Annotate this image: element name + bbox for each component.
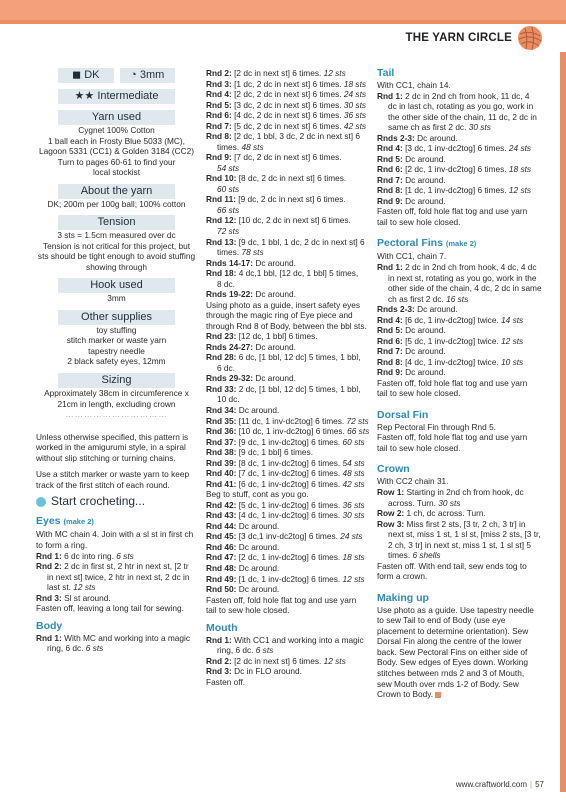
separator-dots: …………………………… (65, 409, 168, 420)
tail-rnd: Rnd 6: [2 dc, 1 inv-dc2tog] 6 times. 18 sts (377, 164, 532, 175)
star-icon: ★★ (74, 90, 95, 102)
hook-icon: ◔ (130, 69, 140, 81)
level-pill: ★★ Intermediate (58, 89, 175, 104)
body-rnd-1: Rnd 1: With MC and working into a magic (36, 632, 191, 643)
making-up-heading: Making up (377, 591, 429, 604)
body-rnd: Rnd 5: [3 dc, 2 dc in next st] 6 times. 30 sts (206, 99, 367, 110)
eyes-rnd-2: Rnd 2: 2 dc in first st, 2 htr in next st, [2 tr (36, 561, 189, 572)
body-rnd: Rnd 39: [8 dc, 1 inv-dc2tog] 6 times. 54 sts (206, 457, 365, 468)
tail-heading: Tail (377, 67, 395, 79)
body-rnd: Rnd 11: [9 dc, 2 dc in next st] 6 times. (206, 194, 346, 205)
body-rnd: Rnd 3: [1 dc, 2 dc in next st] 6 times. 18 sts (206, 78, 367, 89)
pectoral-rnd: Rnd 5: Dc around. (377, 325, 446, 336)
mouth-rnd: Rnd 2: [2 dc in next st] 6 times. 12 sts (206, 655, 346, 666)
pectoral-rnd: Rnd 6: [5 dc, 1 inv-dc2tog] twice. 12 sts (377, 335, 524, 346)
body-rnd: Rnd 9: [7 dc, 2 dc in next st] 6 times. (206, 152, 342, 163)
eyes-rnd-1: Rnd 1: 6 dc into ring. 6 sts (36, 550, 134, 561)
pectoral-rnd: Rnd 9: Dc around. (377, 367, 446, 378)
body-rnd: Rnds 14-17: Dc around. (206, 257, 296, 268)
footer-separator: | (530, 779, 533, 789)
column-1: ◼ DK ◔ 3mm ★★ Intermediate Yarn used Cygnet 100% Cotton 1 ball each in Frosty Blue 5033 (MC), Lagoon 5331 (CC1) & Golden 3184 (CC2) Turn to pages 60-61 to find your local stockist About the yarn DK; 200m per 100g ball; 100% cotton Tension 3 sts = 1.5cm measured over dc Tension is not critical for this project, but sts should be tight enough to avoid stuffing showing through Hook used 3mm Other supplies toy stuffing stitch marker or waste yarn tapestry needle 2 black safety eyes, 12mm Sizing Approximately 38cm in circumference x 21cm in length, excluding crown …………………………… Unless otherwise specified, this pattern is worked in the amigurumi style, in a spiral without slip stitching or turning chains. Use a stitch marker or waste yarn to keep track of the first stitch of each round. Start crocheting... Eyes (make 2) With MC chain 4. Join with a sl st in first ch to form a ring. Rnd 1: 6 dc into ring. 6 sts Rnd 2: 2 dc in first st, 2 htr in next st, [2 tr in next st] twice, 2 htr in next st, 2 dc in last st. 12 sts Rnd 3: Sl st around. Fasten off, leaving a long tail for sewing. Body Rnd 1: With MC and working into a magic ring, 6 dc. 6 sts (36, 69, 196, 654)
hook-size-pill: ◔ 3mm (120, 68, 176, 83)
body-rnd: Rnd 50: Dc around. (206, 584, 280, 595)
tail-rnd: Rnd 7: Dc around. (377, 174, 446, 185)
pectoral-fins-heading: Pectoral Fins (make 2) (377, 237, 477, 250)
body-rnd: Rnd 41: [6 dc, 1 inv-dc2tog] 6 times. 42 sts (206, 478, 365, 489)
end-mark-icon (435, 692, 441, 698)
body-rnd: Rnd 28: 6 dc, [1 bbl, 12 dc] 5 times, 1 bbl, (206, 352, 361, 363)
tail-rnd: Rnds 2-3: Dc around. (377, 132, 458, 143)
pectoral-rnd: Rnd 8: [4 dc, 1 inv-dc2tog] twice. 10 sts (377, 356, 524, 367)
crown-row: Row 1: Starting in 2nd ch from hook, dc (377, 487, 524, 497)
brand-header (405, 24, 544, 52)
page-number: 57 (535, 779, 544, 789)
mouth-rnd: Rnd 1: With CC1 and working into a magic (206, 634, 364, 645)
pectoral-rnd: Rnds 2-3: Dc around. (377, 304, 458, 315)
tail-rnd: Rnd 8: [1 dc, 1 inv-dc2tog] 6 times. 12 sts (377, 185, 532, 196)
body-rnd: Rnd 37: [9 dc, 1 inv-dc2tog] 6 times. 60 sts (206, 436, 365, 447)
eyes-heading: Eyes (make 2) (36, 515, 94, 528)
mouth-rnd: Rnd 3: Dc in FLO around. (206, 666, 302, 677)
yarn-used-text: Cygnet 100% Cotton 1 ball each in Frosty Blue 5033 (MC), Lagoon 5331 (CC1) & Golden 3184 (CC2) Turn to pages 60-61 to find your local stockist (39, 125, 194, 178)
yarn-used-heading: Yarn used (58, 110, 175, 125)
brand-title: THE YARN CIRCLE (405, 31, 512, 44)
footer-site-link[interactable]: www.craftworld.com (455, 779, 528, 789)
body-rnd: Rnd 23: [12 dc, 1 bbl] 6 times. (206, 331, 318, 342)
start-crocheting-heading: Start crocheting... (36, 494, 197, 509)
other-supplies-text: toy stuffing stitch marker or waste yarn tapestry needle 2 black safety eyes, 12mm (66, 324, 167, 367)
about-yarn-heading: About the yarn (58, 184, 175, 199)
intro-paragraph-2: Use a stitch marker or waste yarn to keep track of the first stitch of each round. (36, 469, 190, 490)
body-heading: Body (36, 619, 63, 632)
sizing-heading: Sizing (58, 373, 175, 388)
spec-pill-row (58, 68, 175, 83)
tail-rnd: Rnd 1: 2 dc in 2nd ch from hook, 11 dc, 4 (377, 90, 530, 101)
tension-heading: Tension (58, 215, 175, 230)
body-rnd: Rnd 7: [5 dc, 2 dc in next st] 6 times. 42 sts (206, 120, 367, 131)
hook-used-text: 3mm (107, 293, 126, 304)
crown-row: Row 2: 1 ch, dc across. Turn. (377, 508, 486, 519)
body-rnd: Rnd 40: [7 dc, 1 inv-dc2tog] 6 times. 48 sts (206, 468, 365, 479)
body-rnd: Rnd 47: [2 dc, 1 inv-dc2tog] 6 times. 18 sts (206, 552, 365, 563)
body-rnd: Rnd 13: [9 dc, 1 bbl, 1 dc, 2 dc in next st] 6 (206, 236, 365, 247)
body-rnd: Rnds 24-27: Dc around. (206, 341, 296, 352)
dorsal-fin-heading: Dorsal Fin (377, 408, 429, 421)
pectoral-rnd: Rnd 4: [6 dc, 1 inv-dc2tog] twice. 14 sts (377, 314, 524, 325)
body-rnd: Rnd 44: Dc around. (206, 520, 280, 531)
about-yarn-text: DK; 200m per 100g ball; 100% cotton (47, 198, 186, 209)
column-2: Rnd 2: [2 dc in next st] 6 times. 12 sts Rnd 3: [1 dc, 2 dc in next st] 6 times. 18 sts Rnd 4: [2 dc, 2 dc in next st] 6 times. 24 sts Rnd 5: [3 dc, 2 dc in next st] 6 times. 30 sts Rnd 6: [4 dc, 2 dc in next st] 6 times. 36 sts Rnd 7: [5 dc, 2 dc in next st] 6 times. 42 sts Rnd 8: [2 dc, 1 bbl, 3 dc, 2 dc in next st] 6 times. 48 sts Rnd 9: [7 dc, 2 dc in next st] 6 times. 54 sts Rnd 10: [8 dc, 2 dc in next st] 6 times. 60 sts Rnd 11: [9 dc, 2 dc in next st] 6 times. 66 sts Rnd 12: [10 dc, 2 dc in next st] 6 times. 72 sts Rnd 13: [9 dc, 1 bbl, 1 dc, 2 dc in next st] 6 times. 78 sts Rnds 14-17: Dc around. Rnd 18: 4 dc,1 bbl, [12 dc, 1 bbl] 5 times, 8 dc. Rnds 19-22: Dc around. Using photo as a guide, insert safety eyes through the magic ring of Eye piece and through Rnd 8 of Body, between the bbl sts. Rnd 23: [12 dc, 1 bbl] 6 times. Rnds 24-27: Dc around. Rnd 28: 6 dc, [1 bbl, 12 dc] 5 times, 1 bbl, 6 dc. Rnds 29-32: Dc around. Rnd 33: 2 dc, [1 bbl, 12 dc] 5 times, 1 bbl, 10 dc. Rnd 34: Dc around. Rnd 35: [11 dc, 1 inv-dc2tog] 6 times. 72 sts Rnd 36: [10 dc, 1 inv-dc2tog] 6 times. 66 sts Rnd 37: [9 dc, 1 inv-dc2tog] 6 times. 60 sts Rnd 38: [9 dc, 1 bbl] 6 times. Rnd 39: [8 dc, 1 inv-dc2tog] 6 times. 54 sts Rnd 40: [7 dc, 1 inv-dc2tog] 6 times. 48 sts Rnd 41: [6 dc, 1 inv-dc2tog] 6 times. 42 sts Beg to stuff, cont as you go. Rnd 42: [5 dc, 1 inv-dc2tog] 6 times. 36 sts Rnd 43: [4 dc, 1 inv-dc2tog] 6 times. 30 sts Rnd 44: Dc around. Rnd 45: [3 dc,1 inv-dc2tog] 6 times. 24 sts Rnd 46: Dc around. Rnd 47: [2 dc, 1 inv-dc2tog] 6 times. 18 sts Rnd 48: Dc around. Rnd 49: [1 dc, 1 inv-dc2tog] 6 times. 12 sts Rnd 50: Dc around. Fasten off, fold hole flat tog and use yarn tail to sew hole closed. Mouth Rnd 1: With CC1 and working into a magic ring, 6 dc. 6 sts Rnd 2: [2 dc in next st] 6 times. 12 sts Rnd 3: Dc in FLO around. Fasten off. (206, 68, 370, 687)
body-rnd: Rnd 48: Dc around. (206, 562, 280, 573)
hook-used-heading: Hook used (58, 278, 175, 293)
body-rnd: Rnd 36: [10 dc, 1 inv-dc2tog] 6 times. 66 sts (206, 426, 370, 437)
body-rnd: Rnd 33: 2 dc, [1 bbl, 12 dc] 5 times, 1 bbl, (206, 383, 361, 394)
page-edge-accent (560, 52, 566, 792)
mouth-heading: Mouth (206, 621, 238, 634)
top-stripe-band (0, 0, 566, 24)
yarn-weight-icon: ◼ (72, 69, 85, 81)
body-rnd: Rnd 49: [1 dc, 1 inv-dc2tog] 6 times. 12 sts (206, 573, 365, 584)
body-rnd: Rnd 4: [2 dc, 2 dc in next st] 6 times. 24 sts (206, 89, 367, 100)
body-rnd: Rnds 29-32: Dc around. (206, 373, 296, 384)
body-rnd: Rnd 12: [10 dc, 2 dc in next st] 6 times. (206, 215, 351, 226)
body-rnd: Rnd 38: [9 dc, 1 bbl] 6 times. (206, 447, 313, 458)
body-rnd: Rnd 18: 4 dc,1 bbl, [12 dc, 1 bbl] 5 times, (206, 268, 359, 279)
body-rnd: Rnd 6: [4 dc, 2 dc in next st] 6 times. 36 sts (206, 110, 367, 121)
tail-rnd: Rnd 5: Dc around. (377, 153, 446, 164)
column-3: Tail With CC1, chain 14. Rnd 1: 2 dc in 2nd ch from hook, 11 dc, 4 dc in last ch, rotating as you go, work in the other side of the chain, 11 dc, 2 dc in same ch as first 2 dc. 30 sts Rnds 2-3: Dc around. Rnd 4: [3 dc, 1 inv-dc2tog] 6 times. 24 sts Rnd 5: Dc around. Rnd 6: [2 dc, 1 inv-dc2tog] 6 times. 18 sts Rnd 7: Dc around. Rnd 8: [1 dc, 1 inv-dc2tog] 6 times. 12 sts Rnd 9: Dc around. Fasten off, fold hole flat tog and use yarn tail to sew hole closed. Pectoral Fins (make 2) With CC1, chain 7. Rnd 1: 2 dc in 2nd ch from hook, 4 dc, 4 dc in next st, rotating as you go, work in the other side of the chain, 4 dc, 2 dc in same ch as first 2 dc. 16 sts Rnds 2-3: Dc around. Rnd 4: [6 dc, 1 inv-dc2tog] twice. 14 sts Rnd 5: Dc around. Rnd 6: [5 dc, 1 inv-dc2tog] twice. 12 sts Rnd 7: Dc around. Rnd 8: [4 dc, 1 inv-dc2tog] twice. 10 sts Rnd 9: Dc around. Fasten off, fold hole flat tog and use yarn tail to sew hole closed. Dorsal Fin Rep Pectoral Fin through Rnd 5. Fasten off, fold hole flat tog and use yarn tail to sew hole closed. Crown With CC2 chain 31. Row 1: Starting in 2nd ch from hook, dc across. Turn. 30 sts Row 2: 1 ch, dc across. Turn. Row 3: Miss first 2 sts, [3 tr, 2 ch, 3 tr] in next st, miss 1 st, 1 sl st, [miss 2 sts, [3 tr, 2 ch, 3 tr] in next st, miss 1 st, 1 sl st] 5 times. 6 shells Fasten off. With end tail, sew ends tog to form a crown. Making up Use photo as a guide. Use tapestry needle to sew Tail to end of Body (use eye placement to determine orientation). Sew Dorsal Fin along the centre of the lower back. Sew Pectoral Fins on either side of Body. Sew edges of Eyes down. Working stitches between rnds 2 and 3 of Mouth, sew Mouth over rnds 1-2 of Body. Sew Crown to Body. (377, 66, 545, 700)
body-rnd: Rnd 35: [11 dc, 1 inv-dc2tog] 6 times. 72 sts (206, 415, 369, 426)
pectoral-rnd: Rnd 1: 2 dc in 2nd ch from hook, 4 dc, 4 dc (377, 261, 537, 272)
body-rnd: Rnd 45: [3 dc,1 inv-dc2tog] 6 times. 24 sts (206, 531, 363, 542)
body-rnd: Rnd 2: [2 dc in next st] 6 times. 12 sts (206, 68, 346, 78)
tail-rnd: Rnd 9: Dc around. (377, 195, 446, 206)
crown-row: Row 3: Miss first 2 sts, [3 tr, 2 ch, 3 tr] in (377, 518, 526, 529)
other-supplies-heading: Other supplies (58, 310, 175, 325)
tail-rnd: Rnd 4: [3 dc, 1 inv-dc2tog] 6 times. 24 sts (377, 143, 532, 154)
pectoral-rnd: Rnd 7: Dc around. (377, 346, 446, 357)
sizing-text: Approximately 38cm in circumference x 21cm in length, excluding crown (44, 387, 189, 409)
tension-text: 3 sts = 1.5cm measured over dc Tension is not critical for this project, but sts should be tight enough to avoid stuffing showing through (37, 230, 196, 272)
body-rnd: Rnds 19-22: Dc around. (206, 289, 296, 300)
crown-heading: Crown (377, 463, 410, 476)
body-rnd: Rnd 43: [4 dc, 1 inv-dc2tog] 6 times. 30 sts (206, 510, 365, 521)
intro-paragraph-1: Unless otherwise specified, this pattern is worked in the amigurumi style, in a spiral without slip stitching or turning chains. (36, 431, 189, 463)
body-rnd: Rnd 34: Dc around. (206, 405, 280, 415)
eyes-rnd-3: Rnd 3: Sl st around. (36, 592, 111, 603)
page-footer (456, 780, 544, 790)
weight-pill: ◼ DK (58, 68, 114, 83)
bullet-dot-icon (36, 497, 46, 507)
body-rnd: Rnd 8: [2 dc, 1 bbl, 3 dc, 2 dc in next st] 6 (206, 131, 361, 142)
yarn-ball-icon (516, 24, 544, 52)
body-rnd: Rnd 46: Dc around. (206, 541, 280, 552)
body-rnd: Rnd 42: [5 dc, 1 inv-dc2tog] 6 times. 36 sts (206, 499, 365, 510)
body-rnd: Rnd 10: [8 dc, 2 dc in next st] 6 times. (206, 173, 347, 184)
